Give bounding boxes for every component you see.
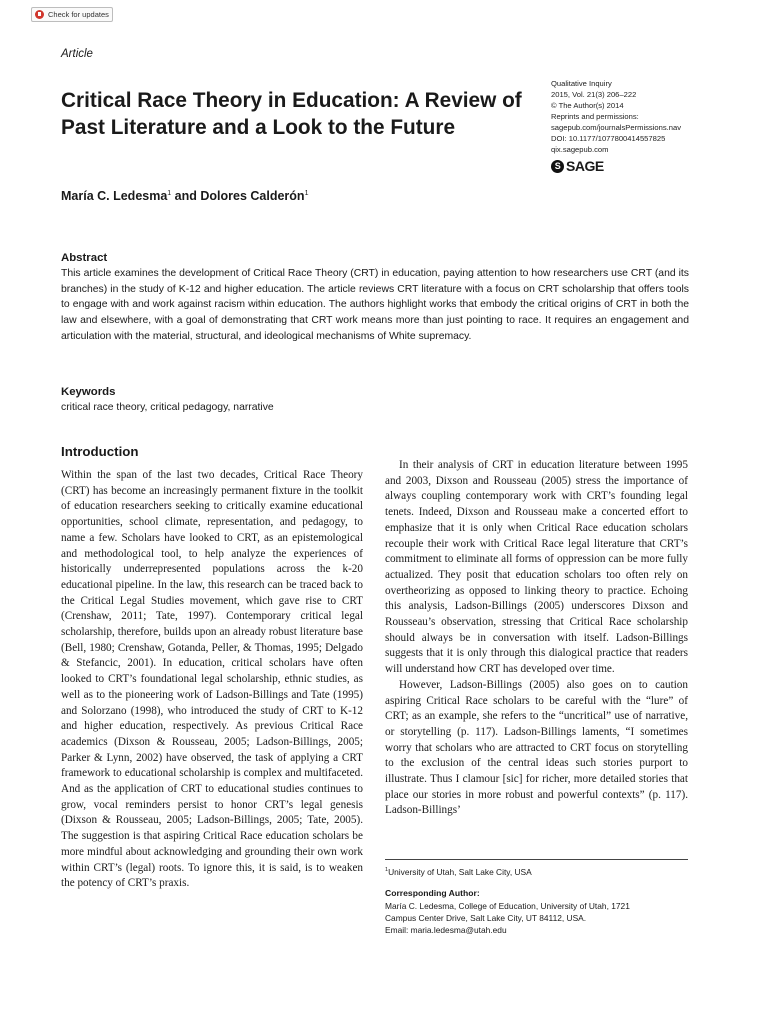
corresponding-line-1: María C. Ledesma, College of Education, University of Utah, 1721 — [385, 901, 630, 911]
author-second: Dolores Calderón — [200, 189, 305, 203]
author-first: María C. Ledesma — [61, 189, 168, 203]
author-line — [61, 189, 308, 203]
reprints-label: Reprints and permissions: — [551, 112, 639, 121]
corresponding-line-2: Campus Center Drive, Salt Lake City, UT 84112, USA. — [385, 913, 587, 923]
doi-text[interactable]: DOI: 10.1177/1077800414557825 — [551, 134, 666, 143]
abstract-text: This article examines the development of Critical Race Theory (CRT) in education, paying attention to how researchers use CRT (and its branches) in the study of K-12 and higher education. The article reviews CRT literature with a focus on CRT scholarship that offers tools to engage with and work against racism within education. The authors highlight works that embody the critical origins of CRT in both the law and elsewhere, with a goal of demonstrating that CRT work means more than just pointing to race. It requires an engagement and articulation with the material, structural, and ideological mechanisms of White supremacy. — [61, 268, 689, 342]
journal-name: Qualitative Inquiry — [551, 79, 612, 88]
publisher-name: SAGE — [566, 158, 604, 174]
article-title: Critical Race Theory in Education: A Review of Past Literature and a Look to the Future — [61, 89, 522, 139]
affiliation-text: University of Utah, Salt Lake City, USA — [388, 867, 532, 877]
journal-copyright: © The Author(s) 2014 — [551, 101, 624, 110]
corresponding-author-details — [385, 900, 688, 936]
corresponding-author-heading: Corresponding Author: — [385, 888, 480, 898]
introduction-left-column: Within the span of the last two decades, Critical Race Theory (CRT) has become an increasingly permanent fixture in the toolkit of education researchers seeking to critically examine educational opportunities, school climate, representation, and pedagogy, to name a few. Scholars have looked to CRT, as an epistemological and methodological tool, to help analyze the experiences of historically underrepresented populations across the k-20 educational pipeline. In the law, this research can be traced back to the Critical Legal Studies movement, which gave rise to CRT (Crenshaw, 2011; Tate, 1997). Contemporary critical legal scholarship, therefore, builds upon an already robust literature base (Bell, 1980; Crenshaw, Gotanda, Peller, & Thomas, 1995; Delgado & Stefancic, 2001). In education, critical scholars have often looked to CRT’s foundational legal scholarship, ethnic studies, as well as to the pioneering work of Ladson-Billings and Tate (1995) and Solorzano (1998), who introduced the study of CRT to K-12 and higher education, respectively. As previous Critical Race academics (Dixson & Rousseau, 2005; Ladson-Billings, 2005; Parker & Lynn, 2002) have observed, the task of applying a CRT framework to educational scholarship is complex and multifaceted. And as the application of CRT to educational studies continues to grow, vocal reminders persist to honor CRT’s legal genesis (Dixson & Rousseau, 2005; Ladson-Billings, 2005; Tate, 2005). The suggestion is that aspiring Critical Race education scholars be more mindful about acknowledging and grounding their own work within CRT’s (legal) roots. To ignore this, it is said, is to weaken the potency of CRT’s praxis. — [61, 469, 363, 890]
keywords-text: critical race theory, critical pedagogy, narrative — [61, 402, 274, 413]
introduction-right-column — [385, 458, 688, 819]
badge-label: Check for updates — [48, 10, 109, 19]
article-type-label: Article — [61, 48, 93, 60]
right-paragraph-1: In their analysis of CRT in education literature between 1995 and 2003, Dixson and Rousseau (2005) stress the importance of always coupling contemporary work with CRT’s founding legal tenets. Indeed, Dixson and Rousseau make a concerted effort to emphasize that it is only when Critical Race education scholars recouple their work with Critical Race legal literature that CRT’s commitment to eliminate all forms of oppression can be more fully actualized. They posit that education scholars too often rely on overtheorizing as opposed to linking theory to practice. Echoing this analysis, Ladson-Billings (2005) underscores Dixson and Rousseau’s observation, stressing that Critical Race scholarship should always be in conversation with itself. Ladson-Billings suggests that it is only through this dialogical practice that readers will understand how CRT has developed over time. — [385, 459, 688, 676]
journal-volume: 2015, Vol. 21(3) 206–222 — [551, 90, 637, 99]
permissions-link[interactable]: sagepub.com/journalsPermissions.nav — [551, 123, 682, 132]
footnote-divider — [385, 859, 688, 860]
journal-site-link[interactable]: qix.sagepub.com — [551, 145, 609, 154]
journal-info — [551, 78, 751, 155]
check-for-updates-badge[interactable] — [31, 7, 113, 22]
author-first-affiliation-mark: 1 — [167, 189, 172, 197]
crossmark-icon — [35, 10, 44, 19]
sage-logo-icon: S — [551, 160, 564, 173]
publisher-logo — [551, 158, 604, 174]
introduction-heading: Introduction — [61, 444, 139, 459]
abstract-heading: Abstract — [61, 252, 108, 264]
author-connector: and — [171, 189, 201, 203]
keywords-heading: Keywords — [61, 386, 116, 398]
affiliation-footnote — [385, 867, 532, 877]
right-paragraph-2: However, Ladson-Billings (2005) also goes on to caution aspiring Critical Race scholars to be careful with the “lure” of CRT; as an example, she refers to the “uncritical” use of narrative, or storytelling (p. 117). Ladson-Billings laments, “I sometimes worry that scholars who are attracted to CRT focus on storytelling to the exclusion of the central ideas such stories purport to illustrate. Thus I clamour [sic] for richer, more detailed stories that place our stories in more robust and powerful contexts” (p. 117). Ladson-Billings’ — [385, 678, 688, 817]
affiliation-mark: 1 — [385, 867, 389, 874]
corresponding-email[interactable]: Email: maria.ledesma@utah.edu — [385, 925, 507, 935]
author-second-affiliation-mark: 1 — [304, 189, 309, 197]
